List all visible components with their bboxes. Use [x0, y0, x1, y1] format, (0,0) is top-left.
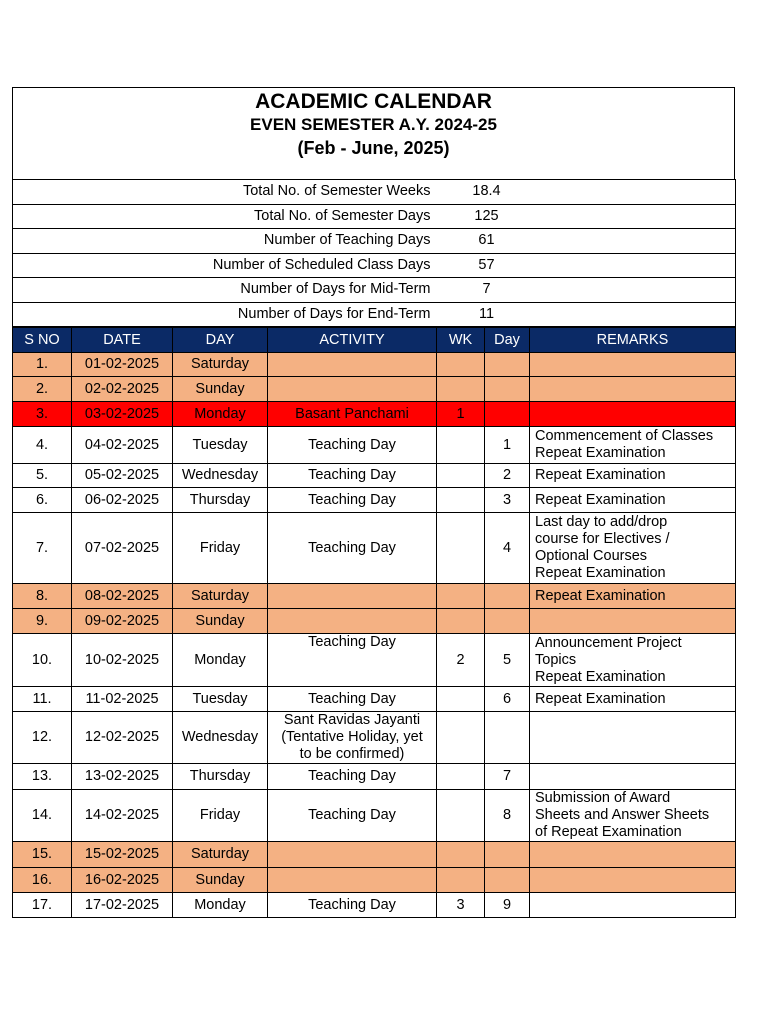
remarks-cell: Announcement Project Topics Repeat Examination [530, 634, 736, 687]
table-row [13, 609, 736, 634]
remarks-cell: Last day to add/drop course for Electives / Optional Courses Repeat Examination [530, 513, 736, 584]
day-number-cell: 8 [485, 790, 530, 842]
stat-label: Total No. of Semester Days [13, 204, 437, 229]
week-cell [437, 764, 485, 790]
sno-cell: 14. [13, 790, 72, 842]
activity-cell: Basant Panchami [268, 402, 437, 427]
stat-row [13, 204, 736, 229]
table-row [13, 764, 736, 790]
activity-cell: Teaching Day [268, 488, 437, 513]
stat-row [13, 302, 736, 327]
day-number-cell: 9 [485, 893, 530, 918]
day-number-cell [485, 868, 530, 893]
stat-spacer [537, 302, 736, 327]
column-header: DATE [72, 328, 173, 353]
day-cell: Sunday [173, 609, 268, 634]
week-cell: 2 [437, 634, 485, 687]
day-cell: Tuesday [173, 687, 268, 712]
day-number-cell [485, 609, 530, 634]
day-cell: Monday [173, 402, 268, 427]
calendar-table [12, 327, 736, 918]
table-row [13, 427, 736, 464]
stat-row [13, 253, 736, 278]
remarks-cell: Repeat Examination [530, 687, 736, 712]
remarks-cell [530, 868, 736, 893]
remarks-cell: Repeat Examination [530, 464, 736, 488]
week-cell [437, 842, 485, 868]
activity-cell: Teaching Day [268, 764, 437, 790]
activity-cell: Teaching Day [268, 687, 437, 712]
day-cell: Wednesday [173, 712, 268, 764]
date-cell: 06-02-2025 [72, 488, 173, 513]
stat-label: Number of Teaching Days [13, 229, 437, 254]
stat-value: 57 [437, 253, 537, 278]
activity-cell: Sant Ravidas Jayanti (Tentative Holiday, yet to be confirmed) [268, 712, 437, 764]
day-cell: Tuesday [173, 427, 268, 464]
table-row [13, 790, 736, 842]
column-header: ACTIVITY [268, 328, 437, 353]
day-number-cell: 2 [485, 464, 530, 488]
day-cell: Sunday [173, 377, 268, 402]
semester-stats-table [12, 179, 736, 327]
activity-cell: Teaching Day [268, 464, 437, 488]
stat-label: Number of Scheduled Class Days [13, 253, 437, 278]
day-cell: Monday [173, 634, 268, 687]
activity-cell [268, 377, 437, 402]
sno-cell: 10. [13, 634, 72, 687]
stat-label: Total No. of Semester Weeks [13, 180, 437, 205]
sno-cell: 2. [13, 377, 72, 402]
column-header: DAY [173, 328, 268, 353]
sno-cell: 1. [13, 353, 72, 377]
date-cell: 01-02-2025 [72, 353, 173, 377]
stat-spacer [537, 180, 736, 205]
remarks-cell: Commencement of Classes Repeat Examination [530, 427, 736, 464]
day-number-cell [485, 377, 530, 402]
remarks-cell [530, 353, 736, 377]
stat-label: Number of Days for End-Term [13, 302, 437, 327]
remarks-cell [530, 893, 736, 918]
date-cell: 12-02-2025 [72, 712, 173, 764]
stat-row [13, 229, 736, 254]
stat-value: 125 [437, 204, 537, 229]
date-cell: 17-02-2025 [72, 893, 173, 918]
remarks-cell [530, 712, 736, 764]
date-cell: 16-02-2025 [72, 868, 173, 893]
date-cell: 11-02-2025 [72, 687, 173, 712]
day-cell: Saturday [173, 842, 268, 868]
stat-spacer [537, 229, 736, 254]
calendar-title: ACADEMIC CALENDAR [255, 90, 492, 113]
table-row [13, 868, 736, 893]
week-cell [437, 377, 485, 402]
table-row [13, 377, 736, 402]
week-cell [437, 513, 485, 584]
table-row [13, 513, 736, 584]
week-cell [437, 687, 485, 712]
week-cell [437, 712, 485, 764]
day-number-cell [485, 584, 530, 609]
table-row [13, 584, 736, 609]
remarks-cell: Repeat Examination [530, 488, 736, 513]
sno-cell: 6. [13, 488, 72, 513]
day-cell: Friday [173, 790, 268, 842]
activity-cell [268, 353, 437, 377]
day-number-cell [485, 353, 530, 377]
remarks-cell [530, 609, 736, 634]
day-cell: Thursday [173, 488, 268, 513]
sno-cell: 16. [13, 868, 72, 893]
activity-cell [268, 584, 437, 609]
activity-cell: Teaching Day [268, 634, 437, 687]
table-row [13, 687, 736, 712]
day-cell: Saturday [173, 584, 268, 609]
day-cell: Monday [173, 893, 268, 918]
stat-spacer [537, 278, 736, 303]
column-header: WK [437, 328, 485, 353]
table-row [13, 402, 736, 427]
calendar-header [12, 87, 735, 179]
date-cell: 02-02-2025 [72, 377, 173, 402]
stat-value: 11 [437, 302, 537, 327]
remarks-cell [530, 842, 736, 868]
sno-cell: 4. [13, 427, 72, 464]
week-cell [437, 584, 485, 609]
stat-value: 61 [437, 229, 537, 254]
table-header-row [13, 328, 736, 353]
table-row [13, 488, 736, 513]
day-number-cell: 6 [485, 687, 530, 712]
day-number-cell: 3 [485, 488, 530, 513]
day-number-cell: 5 [485, 634, 530, 687]
week-cell [437, 868, 485, 893]
stat-spacer [537, 204, 736, 229]
stat-value: 18.4 [437, 180, 537, 205]
activity-cell: Teaching Day [268, 513, 437, 584]
sno-cell: 5. [13, 464, 72, 488]
stat-row [13, 278, 736, 303]
sno-cell: 15. [13, 842, 72, 868]
week-cell [437, 427, 485, 464]
date-cell: 14-02-2025 [72, 790, 173, 842]
semester-period: (Feb - June, 2025) [297, 138, 450, 158]
column-header: Day [485, 328, 530, 353]
date-cell: 09-02-2025 [72, 609, 173, 634]
day-cell: Friday [173, 513, 268, 584]
week-cell [437, 609, 485, 634]
sno-cell: 13. [13, 764, 72, 790]
table-row [13, 634, 736, 687]
day-cell: Sunday [173, 868, 268, 893]
table-row [13, 842, 736, 868]
date-cell: 03-02-2025 [72, 402, 173, 427]
week-cell [437, 488, 485, 513]
sno-cell: 9. [13, 609, 72, 634]
day-cell: Thursday [173, 764, 268, 790]
remarks-cell [530, 377, 736, 402]
activity-cell: Teaching Day [268, 790, 437, 842]
activity-cell: Teaching Day [268, 893, 437, 918]
day-number-cell: 4 [485, 513, 530, 584]
sno-cell: 12. [13, 712, 72, 764]
table-row [13, 712, 736, 764]
stat-value: 7 [437, 278, 537, 303]
day-cell: Saturday [173, 353, 268, 377]
day-number-cell [485, 842, 530, 868]
day-number-cell [485, 712, 530, 764]
academic-calendar-sheet [12, 87, 735, 918]
table-row [13, 893, 736, 918]
activity-cell [268, 609, 437, 634]
column-header: S NO [13, 328, 72, 353]
date-cell: 08-02-2025 [72, 584, 173, 609]
column-header: REMARKS [530, 328, 736, 353]
day-number-cell: 1 [485, 427, 530, 464]
sno-cell: 7. [13, 513, 72, 584]
day-number-cell: 7 [485, 764, 530, 790]
week-cell [437, 464, 485, 488]
activity-cell [268, 842, 437, 868]
sno-cell: 3. [13, 402, 72, 427]
semester-subtitle: EVEN SEMESTER A.Y. 2024-25 [250, 115, 497, 134]
table-row [13, 353, 736, 377]
remarks-cell: Repeat Examination [530, 584, 736, 609]
sno-cell: 17. [13, 893, 72, 918]
day-cell: Wednesday [173, 464, 268, 488]
stat-spacer [537, 253, 736, 278]
table-row [13, 464, 736, 488]
activity-cell: Teaching Day [268, 427, 437, 464]
week-cell [437, 790, 485, 842]
stat-row [13, 180, 736, 205]
stat-label: Number of Days for Mid-Term [13, 278, 437, 303]
date-cell: 04-02-2025 [72, 427, 173, 464]
week-cell [437, 353, 485, 377]
date-cell: 10-02-2025 [72, 634, 173, 687]
week-cell: 1 [437, 402, 485, 427]
remarks-cell [530, 764, 736, 790]
date-cell: 05-02-2025 [72, 464, 173, 488]
remarks-cell [530, 402, 736, 427]
activity-cell [268, 868, 437, 893]
sno-cell: 11. [13, 687, 72, 712]
sno-cell: 8. [13, 584, 72, 609]
week-cell: 3 [437, 893, 485, 918]
date-cell: 07-02-2025 [72, 513, 173, 584]
day-number-cell [485, 402, 530, 427]
date-cell: 13-02-2025 [72, 764, 173, 790]
date-cell: 15-02-2025 [72, 842, 173, 868]
remarks-cell: Submission of Award Sheets and Answer Sheets of Repeat Examination [530, 790, 736, 842]
